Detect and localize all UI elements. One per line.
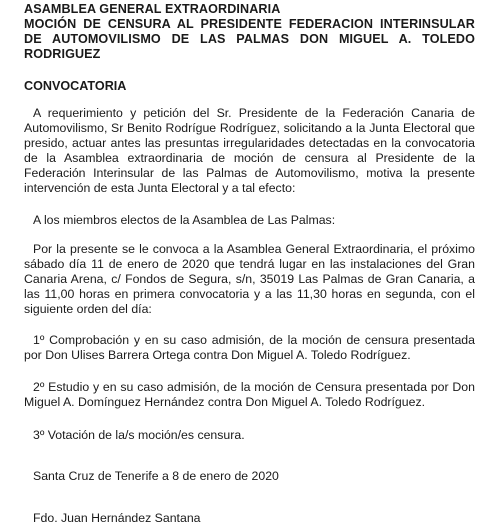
document-heading-assembly: ASAMBLEA GENERAL EXTRAORDINARIA [24,2,281,16]
agenda-item-2: 2º Estudio y en su caso admisión, de la moción de Censura presentada por Don Miguel A. Domínguez Hernández contra Don Miguel A. Toledo Rodríguez. [24,380,475,409]
paragraph-request: A requerimiento y petición del Sr. Presidente de la Federación Canaria de Automovilismo, Sr Benito Rodrígue Rodríguez, solicitando a la Junta Electoral que presido, actuar antes las presuntas irregularidades detectadas en la convocatoria de la Asamblea extraordinaria de moción de censura al Presidente de la Federación Interinsular de las Palmas de Automovilismo, motiva la presente intervención de esta Junta Electoral y a tal efecto: [24,106,475,195]
paragraph-convocation: Por la presente se le convoca a la Asamblea General Extraordinaria, el próximo sábado día 11 de enero de 2020 que tendrá lugar en las instalaciones del Gran Canaria Arena, c/ Fondos de Segura, s/n, 35019 Las Palmas de Gran Canaria, a las 11,00 horas en primera convocatoria y a las 11,30 horas en segunda, con el siguiente orden del día: [24,242,475,316]
document-heading-motion: MOCIÓN DE CENSURA AL PRESIDENTE FEDERACION INTERINSULAR DE AUTOMOVILISMO DE LAS PALMAS DON MIGUEL A. TOLEDO RODRIGUEZ [24,17,475,61]
agenda-item-1: 1º Comprobación y en su caso admisión, de la moción de censura presentada por Don Ulises Barrera Ortega contra Don Miguel A. Toledo Rodríguez. [24,333,475,362]
signature-line: Fdo. Juan Hernández Santana [33,511,201,525]
agenda-item-3: 3º Votación de la/s moción/es censura. [33,428,245,442]
place-and-date: Santa Cruz de Tenerife a 8 de enero de 2020 [33,469,279,483]
section-title-convocatoria: CONVOCATORIA [24,79,127,93]
paragraph-greeting: A los miembros electos de la Asamblea de Las Palmas: [33,213,336,227]
